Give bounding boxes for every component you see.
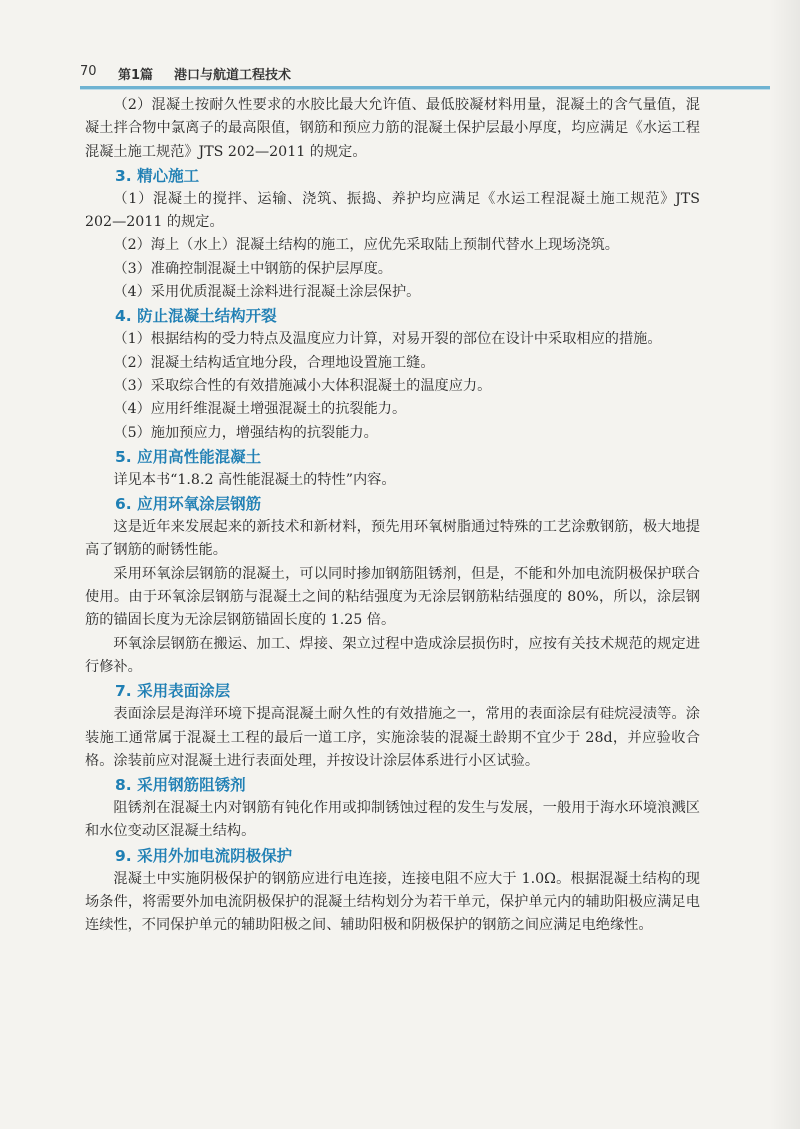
paragraph: 混凝土中实施阴极保护的钢筋应进行电连接，连接电阻不应大于 1.0Ω。根据混凝土结构的现场条件，将需要外加电流阴极保护的混凝土结构划分为若干单元，保护单元内的辅助阳极应满足电连续性，不同保护单元的辅助阳极之间、辅助阳极和阴极保护的钢筋之间应满足电绝缘性。 xyxy=(85,870,700,934)
section-heading: 5. 应用高性能混凝土 xyxy=(115,447,262,466)
paragraph: （3）采取综合性的有效措施减小大体积混凝土的温度应力。 xyxy=(113,377,492,394)
section-heading: 3. 精心施工 xyxy=(115,166,200,185)
section-heading: 4. 防止混凝土结构开裂 xyxy=(115,307,277,326)
header-rule-thin xyxy=(80,89,770,90)
paragraph: （1）根据结构的受力特点及温度应力计算，对易开裂的部位在设计中采取相应的措施。 xyxy=(113,331,662,348)
paragraph: 这是近年来发展起来的新技术和新材料，预先用环氧树脂通过特殊的工艺涂敷钢筋，极大地提高了钢筋的耐锈性能。 xyxy=(85,519,700,559)
paragraph: （3）准确控制混凝土中钢筋的保护层厚度。 xyxy=(113,260,392,277)
paragraph: 表面涂层是海洋环境下提高混凝土耐久性的有效措施之一，常用的表面涂层有硅烷浸渍等。涂装施工通常属于混凝土工程的最后一道工序，实施涂装的混凝土龄期不宜少于 28d，并应验收合格。涂装前应对混凝土进行表面处理，并按设计涂层体系进行小区试验。 xyxy=(85,706,700,769)
running-header xyxy=(80,60,770,84)
paragraph: （4）应用纤维混凝土增强混凝土的抗裂能力。 xyxy=(113,401,407,418)
page-body xyxy=(85,94,700,938)
paragraph: （2）海上（水上）混凝土结构的施工，应优先采取陆上预制代替水上现场浇筑。 xyxy=(113,237,619,254)
paragraph: 环氧涂层钢筋在搬运、加工、焊接、架立过程中造成涂层损伤时，应按有关技术规范的规定进行修补。 xyxy=(85,635,700,675)
section-heading: 9. 采用外加电流阴极保护 xyxy=(115,846,293,865)
paragraph: 采用环氧涂层钢筋的混凝土，可以同时掺加钢筋阻锈剂，但是，不能和外加电流阴极保护联合使用。由于环氧涂层钢筋与混凝土之间的粘结强度为无涂层钢筋粘结强度的 80%，所以，涂层钢筋的锚固长度为无涂层钢筋锚固长度的 1.25 倍。 xyxy=(85,565,700,629)
paragraph: （2）混凝土按耐久性要求的水胶比最大允许值、最低胶凝材料用量，混凝土的含气量值，混凝土拌合物中氯离子的最高限值，钢筋和预应力筋的混凝土保护层最小厚度，均应满足《水运工程混凝土施工规范》JTS 202—2011 的规定。 xyxy=(85,97,700,160)
section-heading: 6. 应用环氧涂层钢筋 xyxy=(115,495,262,514)
section-heading: 7. 采用表面涂层 xyxy=(115,682,231,701)
part-label: 第1篇 xyxy=(118,68,154,83)
section-heading: 8. 采用钢筋阻锈剂 xyxy=(115,776,246,795)
paragraph: 阻锈剂在混凝土内对钢筋有钝化作用或抑制锈蚀过程的发生与发展，一般用于海水环境浪溅区和水位变动区混凝土结构。 xyxy=(85,800,700,840)
paragraph: 详见本书“1.8.2 高性能混凝土的特性”内容。 xyxy=(113,471,396,488)
paragraph: （4）采用优质混凝土涂料进行混凝土涂层保护。 xyxy=(113,284,421,301)
paragraph: （5）施加预应力，增强结构的抗裂能力。 xyxy=(113,424,378,441)
part-title: 港口与航道工程技术 xyxy=(174,68,292,83)
paragraph: （2）混凝土结构适宜地分段，合理地设置施工缝。 xyxy=(113,354,435,371)
paragraph: （1）混凝土的搅拌、运输、浇筑、振捣、养护均应满足《水运工程混凝土施工规范》JTS 202—2011 的规定。 xyxy=(85,190,700,231)
page-edge-shadow xyxy=(770,0,800,1129)
page-number: 70 xyxy=(80,64,97,79)
